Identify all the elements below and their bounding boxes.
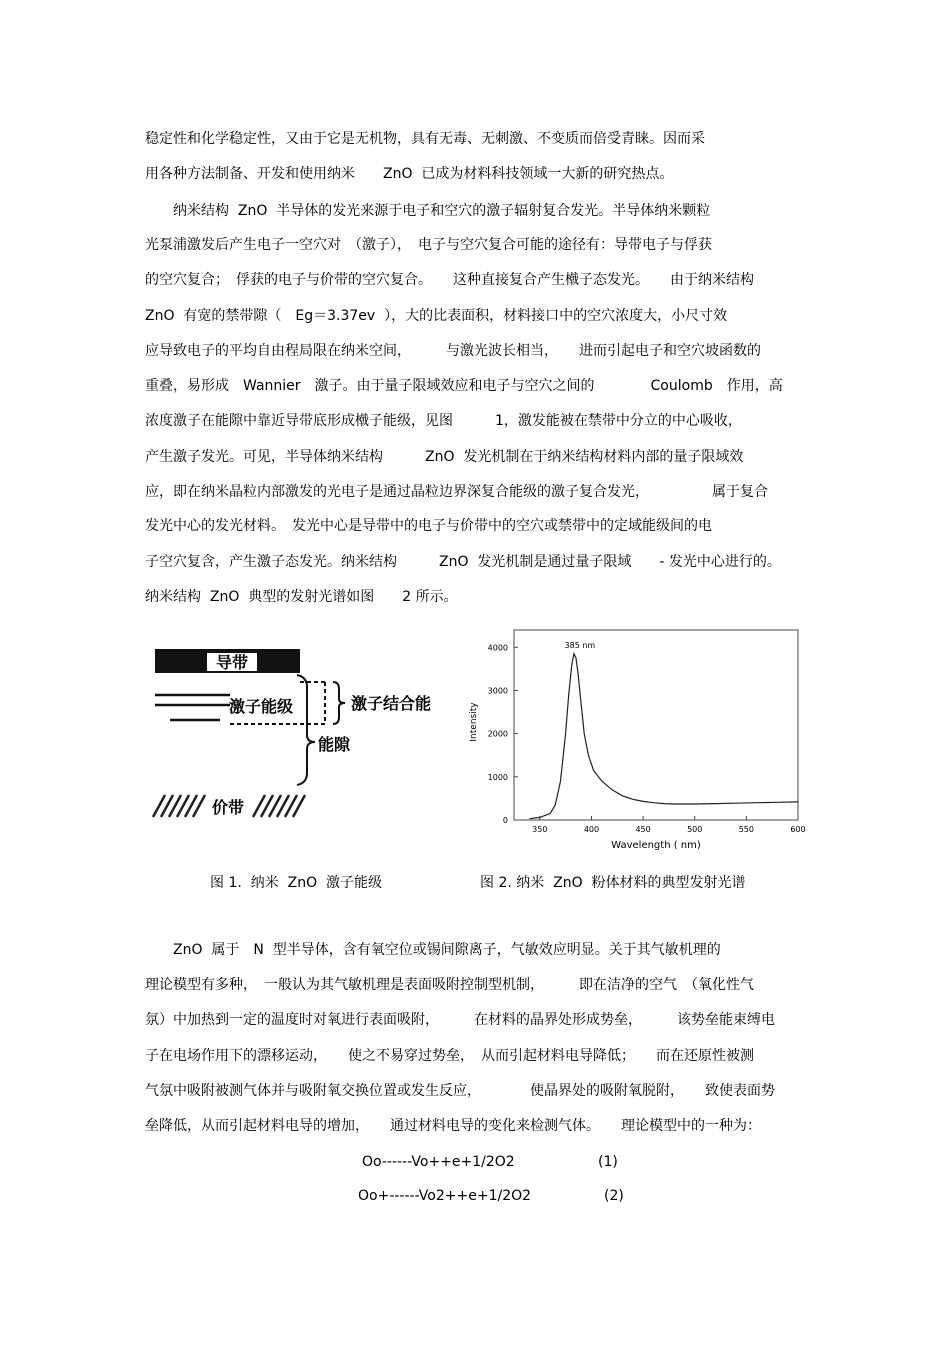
figure-1-caption: 图 1. 纳米 ZnO 激子能级 xyxy=(210,875,382,891)
spectrum-series-line xyxy=(530,654,799,819)
exciton-level-label: 激子能级 xyxy=(229,697,294,716)
text-line: 光泵浦激发后产生电子一空穴对 （激子）， 电子与空穴复合可能的途径有：导带电子与俘获 xyxy=(145,237,712,253)
y-tick-label: 4000 xyxy=(487,643,508,653)
text-line: 的空穴复合； 俘获的电子与价带的空穴复合。 这种直接复合产生橶子态发光。 由于纳米结构 xyxy=(145,272,754,288)
x-tick-label: 400 xyxy=(583,825,600,834)
valence-band-label: 价带 xyxy=(211,798,245,817)
text-line: 子在电场作用下的漂移运动， 使之不易穿过势垒， 从而引起材料电导降低； 而在还原性被测 xyxy=(145,1048,754,1064)
peak-annotation: 385 nm xyxy=(564,640,596,650)
text-line: 垒降低，从而引起材料电导的增加， 通过材料电导的变化来检测气体。 理论模型中的一种为： xyxy=(145,1118,761,1134)
text-line: 理论模型有多种， 一般认为其气敏机理是表面吸附控制型机制， 即在洁净的空气 （氧化性气 xyxy=(145,977,754,993)
figure-1-exciton-levels xyxy=(125,627,460,835)
text-line: 气氛中吸附被测气体并与吸附氧交换位置或发生反应， 使晶界处的吸附氧脱附， 致使表面势 xyxy=(145,1083,775,1099)
text-line: 重叠，易形成 Wannier 激子。由于量子限域效应和电子与空穴之间的 Coulomb 作用，高 xyxy=(145,378,783,394)
band-gap-brace xyxy=(297,675,315,785)
text-line: 应，即在纳米晶粒内部激发的光电子是通过晶粒边界深复合能级的激子复合发光， 属于复合 xyxy=(145,484,768,500)
text-line: 稳定性和化学稳定性，又由于它是无机物，具有无毒、无刺激、不变质而倍受青睐。因而采 xyxy=(145,131,705,147)
text-line: ZnO 有宽的禁带隙（ Eg＝3.37ev ），大的比表面积，材料接口中的空穴浓度大，小尺寸效 xyxy=(145,308,728,324)
binding-energy-label: 激子结合能 xyxy=(351,694,432,713)
text-line: 应导致电子的平均自由程局限在纳米空间， 与激光波长相当， 进而引起电子和空穴坡函数的 xyxy=(145,343,761,359)
y-tick-label: 3000 xyxy=(487,686,508,696)
text-line: 纳米结构 ZnO 半导体的发光来源于电子和空穴的激子辐射复合发光。半导体纳米颗粒 xyxy=(145,203,711,219)
text-line: 浓度激子在能隙中靠近导带底形成橶子能级，见图 1，激发能被在禁带中分立的中心吸收， xyxy=(145,413,742,429)
x-tick-label: 550 xyxy=(738,825,755,834)
plot-frame xyxy=(514,630,798,820)
text-line: 纳米结构 ZnO 典型的发射光谱如图 2 所示。 xyxy=(145,589,458,605)
figure-2-caption: 图 2. 纳米 ZnO 粉体材料的典型发射光谱 xyxy=(480,875,746,891)
x-tick-label: 600 xyxy=(790,825,806,834)
y-tick-label: 2000 xyxy=(487,729,508,739)
figure-2-emission-spectrum xyxy=(460,622,824,856)
text-line: 氛）中加热到一定的温度时对氧进行表面吸附， 在材料的晶界处形成势垒， 该势垒能束缚电 xyxy=(145,1012,775,1028)
equation-number: (1) xyxy=(598,1154,618,1170)
emission-spectrum-chart xyxy=(460,622,824,856)
binding-energy-brace xyxy=(333,682,345,724)
exciton-level-diagram xyxy=(125,627,460,835)
y-axis-label: Intensity xyxy=(469,702,479,742)
band-gap-label: 能隙 xyxy=(318,735,351,754)
x-tick-label: 350 xyxy=(532,825,548,834)
text-line: ZnO 属于 N 型半导体，含有氧空位或锡间隙离子，气敏效应明显。关于其气敏机理的 xyxy=(145,942,721,958)
y-tick-label: 0 xyxy=(502,816,508,825)
text-line: 用各种方法制备、开发和使用纳米 ZnO 已成为材料科技领域一大新的研究热点。 xyxy=(145,166,674,182)
x-axis-ticks xyxy=(532,816,805,834)
equation-number: (2) xyxy=(604,1188,624,1204)
y-tick-label: 1000 xyxy=(487,772,508,782)
text-line: 产生激子发光。可见，半导体纳米结构 ZnO 发光机制在于纳米结构材料内部的量子限域效 xyxy=(145,449,744,465)
y-axis-ticks xyxy=(488,643,518,825)
equation-formula: Oo+------Vo2++e+1/2O2 xyxy=(358,1188,532,1204)
equation-formula: Oo------Vo++e+1/2O2 xyxy=(362,1154,515,1170)
conduction-band-label: 导带 xyxy=(215,653,249,672)
text-line: 子空穴复含，产生激子态发光。纳米结构 ZnO 发光机制是通过量子限域 - 发光中心进行的。 xyxy=(145,554,781,570)
text-line: 发光中心的发光材料。 发光中心是导带中的电子与价带中的空穴或禁带中的定域能级间的电 xyxy=(145,518,712,534)
x-tick-label: 450 xyxy=(635,825,651,834)
x-axis-label: Wavelength ( nm) xyxy=(611,840,701,851)
x-tick-label: 500 xyxy=(687,825,703,834)
